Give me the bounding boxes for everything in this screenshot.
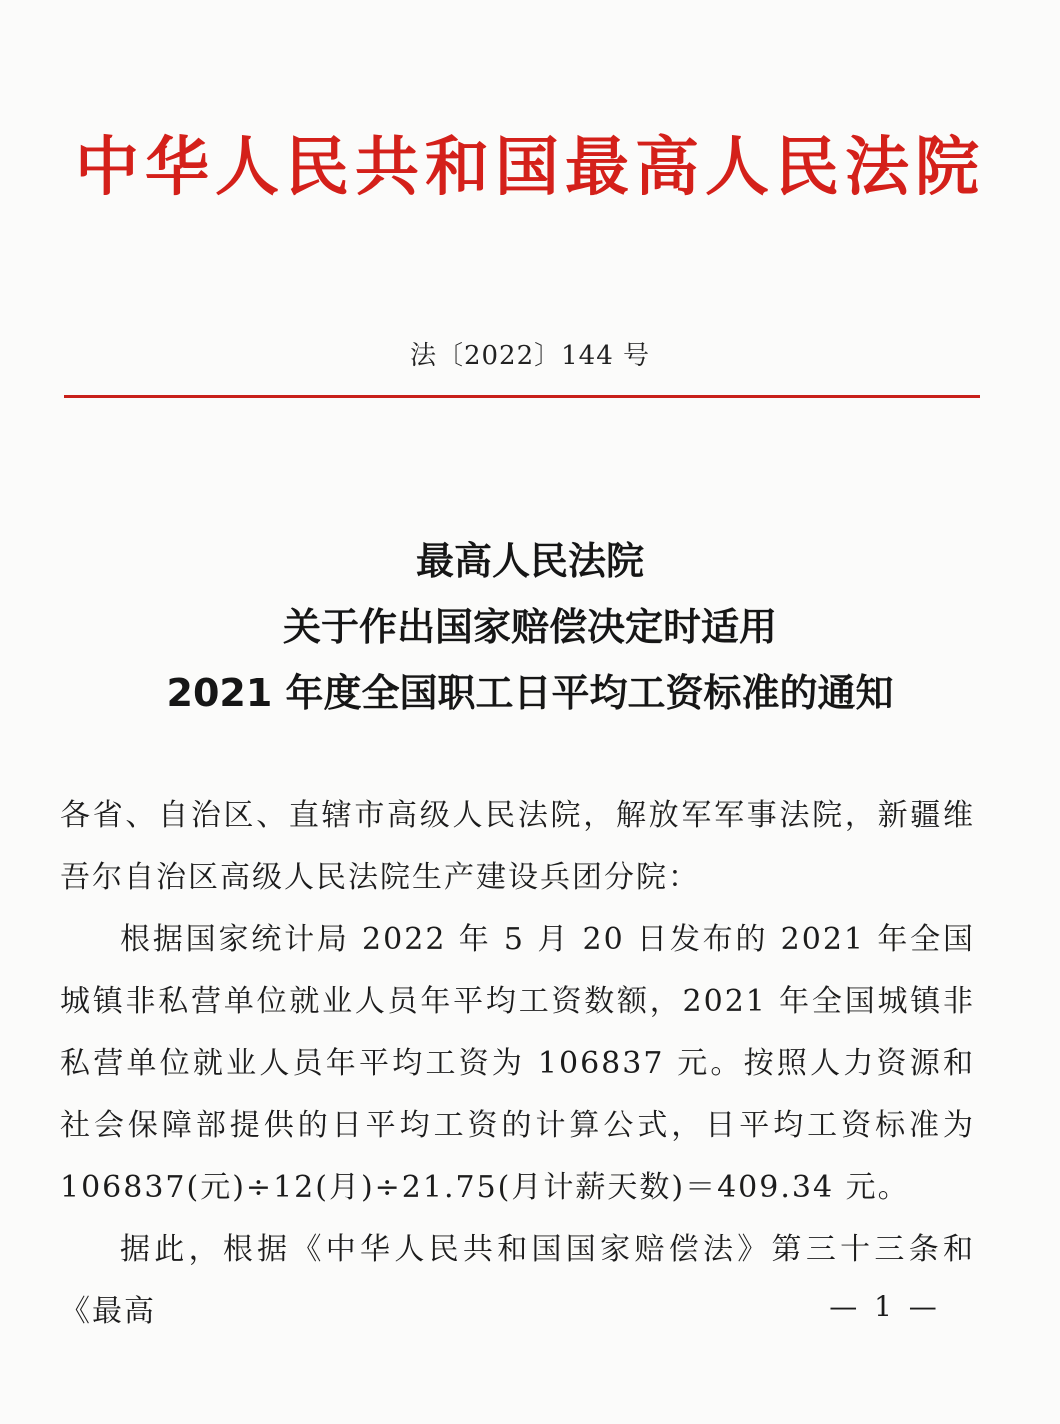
document-number: 法〔2022〕144 号 <box>409 341 651 371</box>
issuer-masthead: 中华人民共和国最高人民法院 <box>75 130 985 205</box>
body-paragraph-1: 根据国家统计局 2022 年 5 月 20 日发布的 2021 年全国城镇非私营单位就业人员年平均工资数额，2021 年全国城镇非私营单位就业人员年平均工资为 106837 元。按照人力资源和社会保障部提供的日平均工资的计算公式，日平均工资标准为 106837(元)÷12(月)÷21.75(月计薪天数)＝409.34 元。 <box>60 922 975 1205</box>
document-title <box>0 528 1060 726</box>
body-paragraph-2: 据此，根据《中华人民共和国国家赔偿法》第三十三条和《最高 <box>60 1232 975 1329</box>
title-line-1: 最高人民法院 <box>415 539 644 583</box>
addressees: 各省、自治区、直辖市高级人民法院，解放军军事法院，新疆维吾尔自治区高级人民法院生产建设兵团分院： <box>60 798 975 895</box>
page-number: — 1 — <box>829 1290 941 1323</box>
title-line-2: 关于作出国家赔偿决定时适用 <box>282 605 777 649</box>
document-body <box>60 785 975 1343</box>
title-line-3: 2021 年度全国职工日平均工资标准的通知 <box>166 671 894 715</box>
red-separator-line <box>64 395 980 398</box>
